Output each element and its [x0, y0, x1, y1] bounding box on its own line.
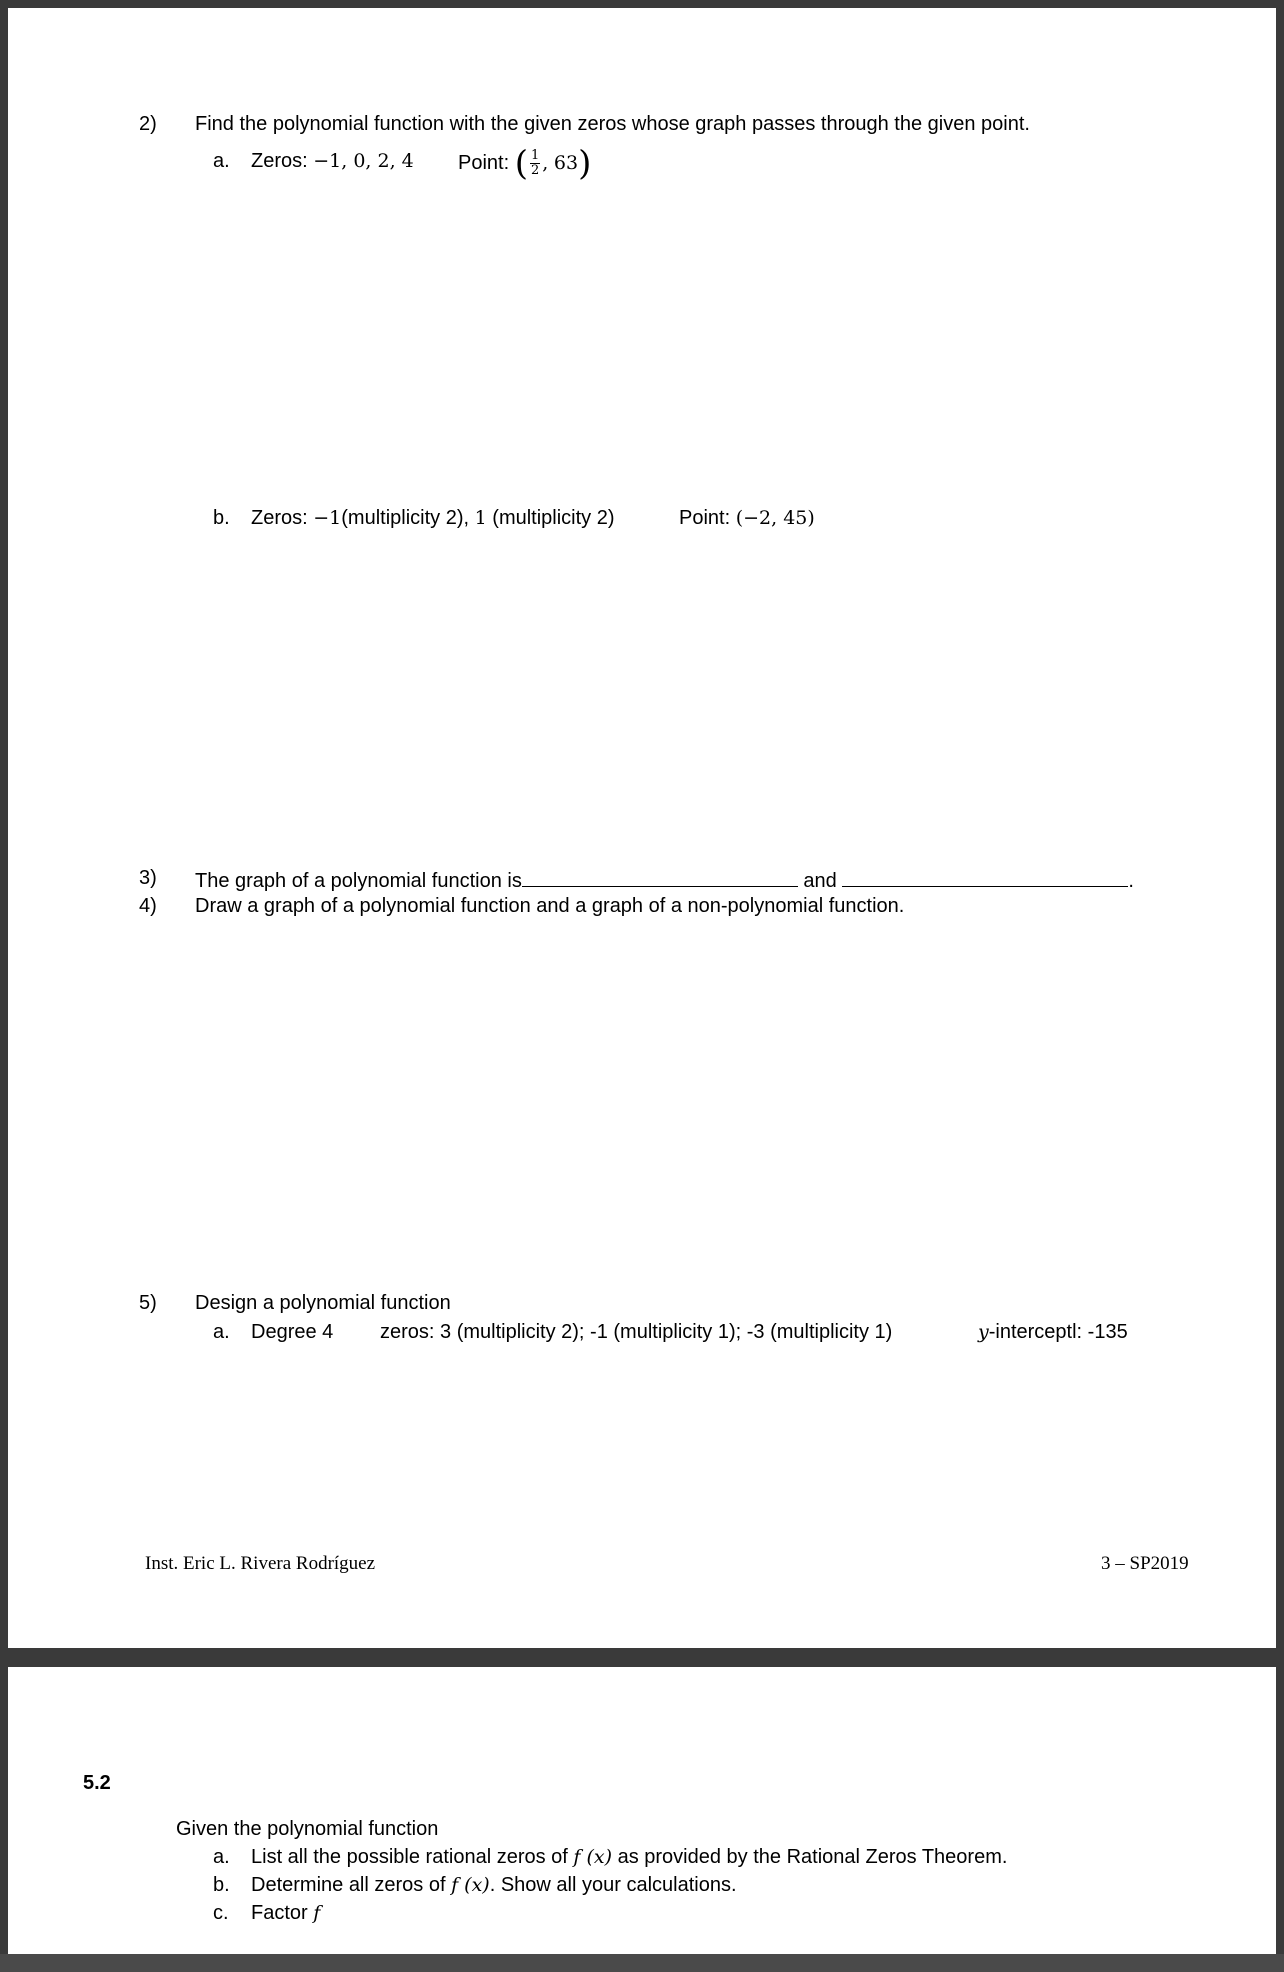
function-notation: f — [313, 1902, 321, 1924]
zeros-label: Zeros: — [251, 507, 308, 529]
zeros-label: Zeros: — [251, 150, 308, 172]
question-3-number: 3) — [139, 867, 157, 889]
answer-blank-2[interactable] — [842, 866, 1128, 887]
question-5a-y-intercept — [978, 1320, 1128, 1344]
question-2b-zeros — [251, 506, 615, 530]
question-5-prompt: Design a polynomial function — [195, 1292, 451, 1314]
point-x-fraction: $\frac{1}{2}$ — [530, 148, 540, 178]
question-5a-letter: a. — [213, 1321, 230, 1343]
question-2b-point — [679, 506, 815, 530]
item-c-text: Factor f — [251, 1902, 321, 1924]
point-value: (−2, 45) — [735, 507, 815, 529]
question-3-text-end: . — [1128, 870, 1134, 892]
section-label: 5.2 — [83, 1772, 111, 1794]
question-2a-point: Point: ( $\frac{1}{2}$ , 63) — [458, 143, 592, 184]
y-variable: y — [978, 1321, 989, 1343]
point-label: Point: — [458, 151, 510, 174]
answer-blank-1[interactable] — [522, 866, 798, 887]
point-y: 63 — [553, 151, 579, 174]
function-notation: f (x) — [451, 1874, 490, 1896]
question-2-prompt: Find the polynomial function with the given zeros whose graph passes through the given point. — [195, 113, 1030, 135]
worksheet-page-4 — [8, 1667, 1276, 1954]
zero-multiplicity-2: (multiplicity 2) — [492, 507, 615, 529]
question-3-text — [195, 866, 1134, 893]
footer-page-info: 3 – SP2019 — [1101, 1553, 1189, 1574]
page2-prompt: Given the polynomial function — [176, 1818, 439, 1840]
item-b-letter: b. — [213, 1874, 230, 1896]
item-c-letter: c. — [213, 1902, 229, 1924]
question-5a-zeros: zeros: 3 (multiplicity 2); -1 (multiplicity 1); -3 (multiplicity 1) — [380, 1321, 893, 1343]
question-2-number: 2) — [139, 113, 157, 135]
question-5-number: 5) — [139, 1292, 157, 1314]
worksheet-page-3 — [8, 8, 1276, 1648]
question-3-text-middle: and — [803, 870, 837, 892]
function-notation: f (x) — [573, 1846, 613, 1868]
y-intercept-text: -interceptl: -135 — [988, 1321, 1128, 1343]
question-4-text: Draw a graph of a polynomial function and a graph of a non-polynomial function. — [195, 895, 905, 917]
question-5a-degree: Degree 4 — [251, 1321, 334, 1343]
zeros-value: −1, 0, 2, 4 — [313, 150, 414, 172]
item-b-text: Determine all zeros of f (x). Show all your calculations. — [251, 1874, 737, 1896]
footer-instructor: Inst. Eric L. Rivera Rodríguez — [145, 1553, 376, 1574]
item-a-letter: a. — [213, 1846, 230, 1868]
question-2a-letter: a. — [213, 150, 230, 172]
question-2b-letter: b. — [213, 507, 230, 529]
zero-multiplicity-1: (multiplicity 2), — [341, 507, 470, 529]
bottom-strip — [0, 1954, 1284, 1972]
question-3-text-before: The graph of a polynomial function is — [195, 870, 522, 892]
question-2a-zeros — [251, 149, 414, 173]
point-label: Point: — [679, 507, 731, 529]
zero-value-2: 1 — [474, 507, 487, 529]
zero-value-1: −1 — [313, 507, 342, 529]
question-4-number: 4) — [139, 895, 157, 917]
item-a-text: List all the possible rational zeros of f (x) as provided by the Rational Zeros Theorem. — [251, 1846, 1008, 1868]
